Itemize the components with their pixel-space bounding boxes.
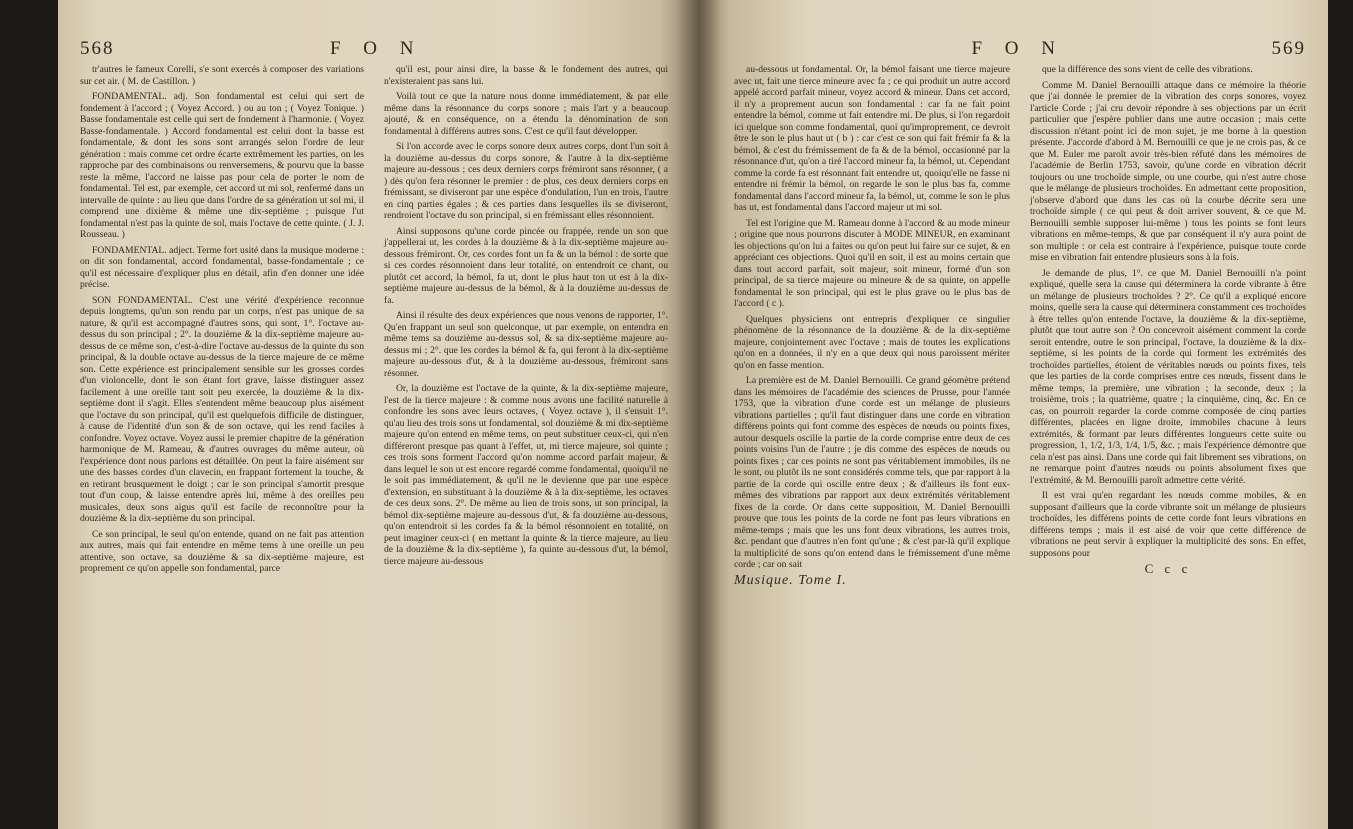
paragraph: que la différence des sons vient de celle des vibrations. xyxy=(1042,64,1253,75)
footer-title: Musique. Tome I. xyxy=(734,572,847,588)
left-columns xyxy=(80,64,668,579)
paragraph: Or, la douzième est l'octave de la quinte, & la dix-septième majeure, l'est de la tierce majeure : & comme nous avons une facilité naturelle à confondre les sons avec leurs octaves, ( Voyez octave ), il s'ensuit 1°. qu'au lieu des trois sons ut fondamental, sol douzième & mi dix-septième majeure qu'on entend en même tems, on peut substituer ceux-ci, qui n'en différeront presque pas quant à l'effet, ut, mi tierce majeure, sol quinte ; ces trois sons forment l'accord qu'on nomme accord parfait majeur, & dans lequel le son ut est encore regardé comme fondamental, quoiqu'il ne le soit pas immédiatement, & qu'il ne le devienne que par une espèce d'extension, en substituant à la douzième & à la dix-septième, les octaves de ces deux sons. 2°. De même au lieu de trois sons, ut son principal, la bémol dix-septième majeure au-dessous d'ut, & fa douzième au-dessous, qu'on entendroit si les cordes fa & la bémol résonnoient en totalité, on peut imaginer ceux-ci ( en mettant la quinte & la tierce majeure, au lieu de la douzième & la dix-septième ), fa quinte au-dessous d'ut, la bémol, tierce majeure au-dessous xyxy=(384,383,668,567)
paragraph: qu'il est, pour ainsi dire, la basse & le fondement des autres, qui n'existeraient pas sans lui. xyxy=(384,64,668,87)
open-book xyxy=(58,0,1328,829)
right-running-head xyxy=(734,38,1306,60)
right-column-1 xyxy=(734,64,1010,586)
paragraph: Comme M. Daniel Bernouilli attaque dans ce mémoire la théorie que j'ai donnée le premier de la vibration des corps sonores, voyez l'article Corde ; j'ai cru devoir répondre à ses objections par un écrit particulier que j'espère publier dans une autre occasion ; mais cette discussion n'étant point ici de mon sujet, je me borne à la question présente. J'accorde d'abord à M. Bernouilli ce que je ne crois pas, & ce que M. Euler me paroît avoir très-bien réfuté dans les mémoires de l'académie de Berlin 1753, savoir, qu'une corde en vibration décrit toujours ou une trochoïde simple, ou une courbe, qui n'est autre chose que le mélange de plusieurs trochoïdes. En admettant cette proposition, j'observe d'abord que dans les cas où la courbe décrite sera une trochoïde simple ( ce qui peut & doit arriver souvent, & ce que M. Bernouilli semble supposer lui-même ) tous les points se font leurs vibrations en même-temps, & que par conséquent il n'y aura point de son multiple : or cela est contraire à l'expérience, puisque toute corde mise en vibration fait entendre plusieurs sons à la fois. xyxy=(1030,79,1306,263)
signature-mark: C c c xyxy=(1144,561,1192,576)
paragraph: Ainsi supposons qu'une corde pincée ou frappée, rende un son que j'appellerai ut, les cordes à la douzième & à la dix-septième majeure au-dessous frémiront. Or, ces cordes font un fa & un la bémol : de sorte que si ces cordes résonnoient dans leur totalité, on entendroit ce chant, ou plutôt cet accord, la bémol, fa ut, dont le plus haut ton ut est à la dix-septième majeure au-dessus de la bémol, & à la douzième au-dessus de fa. xyxy=(384,225,668,306)
left-page xyxy=(58,0,698,829)
footer xyxy=(734,572,1010,588)
right-running-title: F O N xyxy=(971,38,1064,59)
left-running-title: F O N xyxy=(329,38,423,59)
left-column-1 xyxy=(80,64,364,579)
right-columns xyxy=(734,64,1306,586)
paragraph: tr'autres le fameux Corelli, s'e sont exercés à composer des variations sur cet air. ( M. de Castillon. ) xyxy=(80,64,364,87)
right-column-2 xyxy=(1030,64,1306,586)
right-page xyxy=(698,0,1328,829)
paragraph: Je demande de plus, 1°. ce que M. Daniel Bernouilli n'a point expliqué, quelle sera la cause qui déterminera la corde vibrante à être un mélange de plusieurs trochoïdes ? 2°. Ce qu'il a expliqué encore moins, quelle sera la cause qui déterminera constamment ces trochoïdes à être telles qu'on entende l'octave, la douzième & la dix-septième, plutôt que tout autre son ? On concevroit aisément comment la corde seroit entendre, outre le son principal, l'octave, la douzième & la dix-septième, si les points de la corde qui forment les extrémités des trochoïdes partielles, étoient de véritables nœuds ou points fixes, tels que les parties de la corde comprises entre ces nœuds, fissent dans le même temps, la première, une vibration ; la seconde, deux ; la troisième, trois ; la quatrième, quatre ; la cinquième, cinq, &c. En ce cas, on pourroit regarder la corde comme composée de cinq parties différentes, placées en ligne droite, immobiles chacune à leurs extrémités, & formant par leurs différentes longueurs cette suite ou progression, 1, 1/2, 1/3, 1/4, 1/5, &c. ; mais l'expérience démontre que cela n'est pas ainsi. Dans une corde qui fait librement ses vibrations, on ne remarque point d'autres nœuds ou points absolument fixes que l'extrémité, & M. Bernouilli paroît admettre cette vérité. xyxy=(1030,267,1306,486)
paragraph: Quelques physiciens ont entrepris d'expliquer ce singulier phénomène de la résonnance de la douzième & de la dix-septième majeure, conjointement avec l'octave ; mais de toutes les explications qu'on en a données, il n'y en a que deux qui nous paroissent mériter qu'on en fasse mention. xyxy=(734,313,1010,371)
paragraph: FONDAMENTAL. adject. Terme fort usité dans la musique moderne : on dit son fondamental, accord fondamental, basse-fondamentale ; ce qu'il est nécessaire d'expliquer plus en détail, afin d'en donner une idée précise. xyxy=(80,244,364,290)
left-page-number: 568 xyxy=(80,38,115,59)
paragraph: Ce son principal, le seul qu'on entende, quand on ne fait pas attention aux autres, mais qui fait entendre en même tems à une oreille un peu attentive, son octave, sa douzième & sa dix-septième majeure, est proprement ce qu'on appelle son fondamental, parce xyxy=(80,528,364,574)
signature-line xyxy=(1030,563,1306,575)
paragraph: FONDAMENTAL. adj. Son fondamental est celui qui sert de fondement à l'accord ; ( Voyez Accord. ) ou au ton ; ( Voyez Tonique. ) Basse fondamentale est celle qui sert de fondement à l'harmonie. ( Voyez Basse-fondamentale. ) Accord fondamental est celui dont la basse est fondamentale, & dont les sons sont arrangés selon l'ordre de leur génération : mais comme cet ordre écarte extrêmement les parties, on les rapproche par des combinaisons ou renversemens, & pourvu que la basse reste la même, l'accord ne laisse pas pour cela de porter le nom de fondamental. Tel est, par exemple, cet accord ut mi sol, renfermé dans un intervalle de quinte : au lieu que dans l'ordre de sa génération ut sol mi, il comprend une dixième & même une dix-septième ; puisque l'ut fondamental n'est pas la quinte de sol, mais l'octave de cette quinte. ( J. J. Rousseau. ) xyxy=(80,91,364,240)
paragraph: Voilà tout ce que la nature nous donne immédiatement, & par elle même dans la résonnance du corps sonore ; mais l'art y a beaucoup ajouté, & en conséquence, on a étendu la dénomination de son fondamental à différens autres sons. C'est ce qu'il faut développer. xyxy=(384,91,668,137)
paragraph: SON FONDAMENTAL. C'est une vérité d'expérience reconnue depuis longtems, qu'un son rendu par un corps, n'est pas unique de sa nature, & qu'il est accompagné d'autres sons, qui sont, 1°. l'octave au-dessus du son principal ; 2°. la douzième & la dix-septième majeure au-dessus de ce même son, c'est-à-dire l'octave au-dessus de la quinte du son principal, & la double octave au-dessus de la tierce majeure de ce même son. Cette expérience est principalement sensible sur les grosses cordes d'un violoncelle, dont le son étant fort grave, laisse distinguer assez facilement à une oreille tant soit peu exercée, la douzième & la dix-septième dont il s'agit. Elles s'entendent même beaucoup plus aisément que l'octave du son principal, qu'il est quelquefois difficile de distinguer, à cause de l'identité d'un son & de son octave, qui les rend faciles à confondre. Voyez octave. Voyez aussi le premier chapitre de la génération harmonique de M. Rameau, & d'autres ouvrages du même auteur, où l'expérience dont nous parlons est détaillée. On peut la faire aisément sur une des basses cordes d'un clavecin, en frappant fortement la touche, & en retirant brusquement le doigt ; car le son principal s'amortit presque tout d'un coup, & laisse entendre après lui, même à des oreilles peu musicales, deux sons aigus qu'il est facile de reconnoître pour la douzième & la dix-septième du son principal. xyxy=(80,294,364,524)
paragraph: Tel est l'origine que M. Rameau donne à l'accord & au mode mineur ; origine que nous pourrons discuter à MODE MINEUR, en examinant les objections qu'on lui a faites ou qu'on peut lui faire sur ce sujet, & en appréciant ces objections. Quoi qu'il en soit, il est au moins certain que dans tout accord parfait, soit majeur, soit mineur, formé d'un son principal, de sa tierce majeure ou mineure & de sa quinte, on appelle fondamental le son principal, qui est le plus grave ou le plus bas de l'accord ( c ). xyxy=(734,217,1010,309)
left-running-head xyxy=(80,38,668,60)
paragraph: Ainsi il résulte des deux expériences que nous venons de rapporter, 1°. Qu'en frappant un seul son quelconque, ut par exemple, on entendra en même tems sa douzième au-dessus sol, & sa dix-septième majeure au-dessus mi ; 2°. que les cordes la bémol & fa, qui feront à la dix-septième majeure au-dessous d'ut, & à la douzième au-dessous, frémiront sans résonner. xyxy=(384,310,668,379)
paragraph: La première est de M. Daniel Bernouilli. Ce grand géomètre prétend dans les mémoires de l'académie des sciences de Prusse, pour l'année 1753, que la vibration d'une corde est un mélange de plusieurs vibrations partielles ; qu'il faut distinguer dans une corde en vibration différens points qui font comme des espèces de nœuds ou points fixes, autour desquels oscille la partie de la corde comprise entre deux de ces points voisins l'un de l'autre ; je dis comme des espèces de nœuds ou points fixes ; car ces points ne sont pas véritablement immobiles, ils ne le sont, ou plutôt ils ne sont considérés comme tels, que par rapport à la partie de la corde qui oscille entre deux ; & d'ailleurs ils font eux-mêmes des vibrations par rapport aux deux extrémités véritablement fixes de la corde. Or dans cette supposition, M. Daniel Bernouilli prouve que tous les points de la corde ne font pas leurs vibrations en même-temps ; mais que les uns font deux vibrations, les autres trois, &c. pendant que d'autres n'en font qu'une ; & c'est par-là qu'il explique la multiplicité de sons qu'on entend dans le frémissement d'une même corde ; car on sait xyxy=(734,375,1010,570)
right-page-number: 569 xyxy=(1271,38,1306,59)
paragraph: Si l'on accorde avec le corps sonore deux autres corps, dont l'un soit à la douzième au-dessus du corps sonore, & l'autre à la dix-septième majeure au-dessous ; ces deux derniers corps frémiront sans résonner, ( a ) dès qu'on fera résonner le premier : de plus, ces deux derniers corps en frémissant, se diviseront par une espèce d'ondulation, l'un en trois, l'autre en cinq parties égales ; & ces parties dans lesquelles ils se diviseront, rendroient l'octave du son principal, si en frémissant elles résonnoient. xyxy=(384,141,668,221)
left-column-2 xyxy=(384,64,668,579)
paragraph: Il est vrai qu'en regardant les nœuds comme mobiles, & en supposant d'ailleurs que la corde vibrante soit un mélange de plusieurs trochoïdes, les différens points de cette corde font leurs vibrations en différens temps ; mais il est aisé de voir que cette différence de vibrations ne peut servir à expliquer la multiplicité des sons. En effet, supposons pour xyxy=(1030,490,1306,559)
paragraph: au-dessous ut fondamental. Or, la bémol faisant une tierce majeure avec ut, fait une tierce mineure avec fa ; ce qui produit un autre accord appelé accord parfait mineur, voyez accord & mineur. Dans cet accord, il n'y a proprement aucun son fondamental : car fa ne fait point entendre la bémol, comme ut fait entendre mi. De plus, si l'on regardoit ici quelque son comme fondamental, quoi qu'improprement, ce devroit être le son le plus haut ut ( b ) : car c'est ce son qui fait frémir fa & la bémol, & c'est du frémissement de fa & de la bémol, occasionné par la résonnance d'ut, qu'on a tiré l'accord mineur fa, la bémol, ut. Cependant comme la corde fa est résonnant fait entendre ut, quoiqu'elle ne fasse ni entendre ni frémir la bémol, on regarde le son le plus bas fa, comme fondamental dans l'accord mineur fa, la bémol, ut, comme le son le plus bas ut, est fondamental dans l'accord majeur ut mi sol. xyxy=(734,64,1010,213)
